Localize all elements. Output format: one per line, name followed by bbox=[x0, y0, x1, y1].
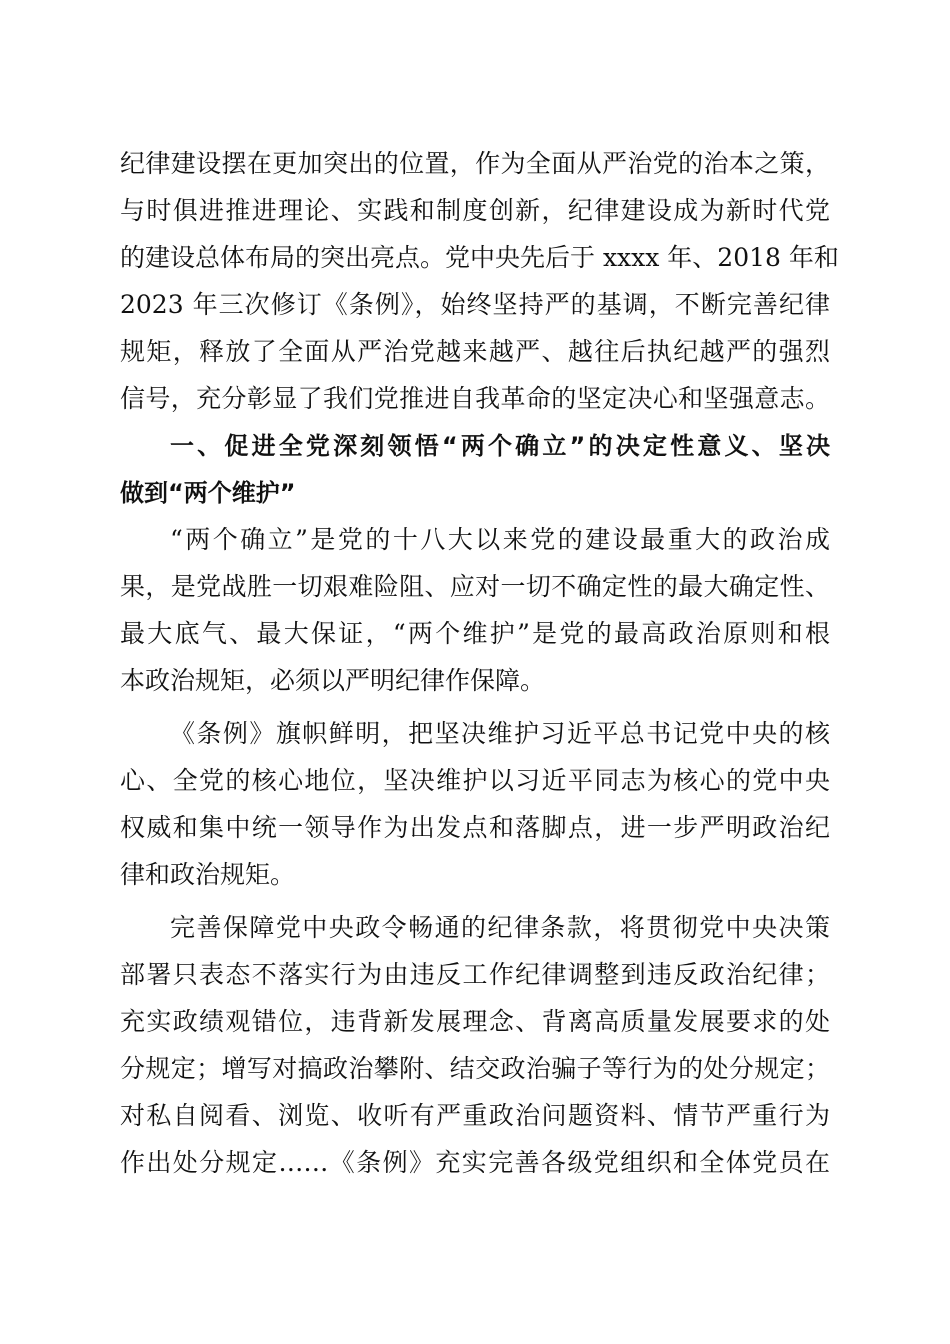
section-heading-line-2: 做到“两个维护” bbox=[120, 479, 296, 507]
paragraph-4-line-5: 对私自阅看、浏览、收听有严重政治问题资料、情节严重行为 bbox=[120, 1101, 830, 1130]
paragraph-3-line-3: 权威和集中统一领导作为出发点和落脚点，进一步严明政治纪 bbox=[120, 813, 830, 842]
paragraph-1-line-2: 与时俱进推进理论、实践和制度创新，纪律建设成为新时代党 bbox=[120, 196, 830, 225]
paragraph-2-line-2: 果，是党战胜一切艰难险阻、应对一切不确定性的最大确定性、 bbox=[120, 572, 830, 601]
paragraph-1-line-3: 的建设总体布局的突出亮点。党中央先后于 xxxx 年、2018 年和 bbox=[120, 243, 839, 272]
paragraph-2-line-3: 最大底气、最大保证，“两个维护”是党的最高政治原则和根 bbox=[120, 619, 830, 648]
paragraph-2-line-1: “两个确立”是党的十八大以来党的建设最重大的政治成 bbox=[170, 525, 830, 554]
paragraph-4-line-6: 作出处分规定……《条例》充实完善各级党组织和全体党员在 bbox=[120, 1148, 830, 1177]
paragraph-1-line-6: 信号，充分彰显了我们党推进自我革命的坚定决心和坚强意志。 bbox=[120, 384, 830, 413]
paragraph-2-line-4: 本政治规矩，必须以严明纪律作保障。 bbox=[120, 666, 546, 695]
paragraph-1-line-4: 2023 年三次修订《条例》，始终坚持严的基调，不断完善纪律 bbox=[120, 290, 830, 319]
paragraph-4-line-3: 充实政绩观错位，违背新发展理念、背离高质量发展要求的处 bbox=[120, 1007, 830, 1036]
paragraph-4-line-4: 分规定；增写对搞政治攀附、结交政治骗子等行为的处分规定； bbox=[120, 1054, 830, 1083]
paragraph-1-line-5: 规矩，释放了全面从严治党越来越严、越往后执纪越严的强烈 bbox=[120, 337, 830, 366]
paragraph-1-line-1: 纪律建设摆在更加突出的位置，作为全面从严治党的治本之策， bbox=[120, 149, 830, 178]
paragraph-3-line-2: 心、全党的核心地位，坚决维护以习近平同志为核心的党中央 bbox=[120, 766, 830, 795]
paragraph-3-line-4: 律和政治规矩。 bbox=[120, 860, 296, 889]
paragraph-4-line-2: 部署只表态不落实行为由违反工作纪律调整到违反政治纪律； bbox=[120, 960, 830, 989]
section-heading-line-1: 一、促进全党深刻领悟“两个确立”的决定性意义、坚决 bbox=[170, 432, 830, 460]
paragraph-4-line-1: 完善保障党中央政令畅通的纪律条款，将贯彻党中央决策 bbox=[170, 913, 830, 942]
paragraph-3-line-1: 《条例》旗帜鲜明，把坚决维护习近平总书记党中央的核 bbox=[170, 719, 830, 748]
